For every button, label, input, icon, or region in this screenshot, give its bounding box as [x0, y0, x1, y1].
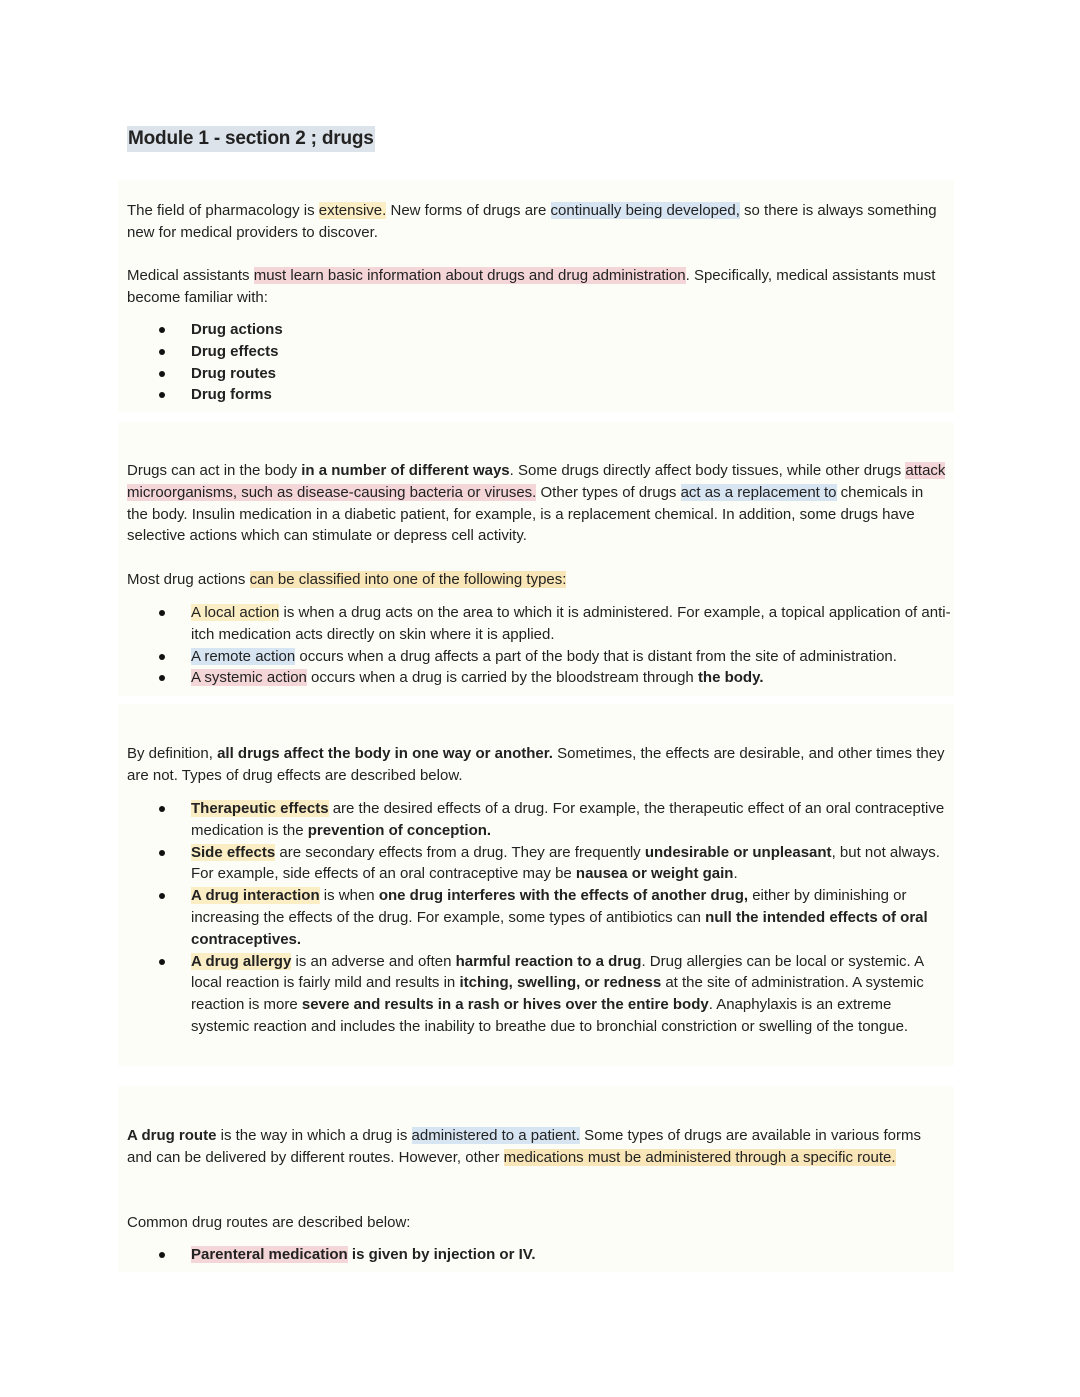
effects-list — [127, 798, 953, 1038]
list-item: A local action is when a drug acts on the area to which it is administered. For example, a topical application of anti-itch medication acts directly on skin where it is applied. — [127, 602, 953, 646]
list-item: A systemic action occurs when a drug is carried by the bloodstream through the body. — [127, 667, 953, 689]
list-item: Drug routes — [127, 363, 953, 385]
effects-paragraph-1: By definition, all drugs affect the body in one way or another. Sometimes, the effects are desirable, and other times they are not. Types of drug effects are described below. — [127, 745, 945, 784]
list-item: Parenteral medication is given by injection or IV. — [127, 1244, 953, 1266]
page-title: Module 1 - section 2 ; drugs — [127, 126, 375, 152]
list-item: Side effects are secondary effects from a drug. They are frequently undesirable or unpleasant, but not always. For example, side effects of an oral contraceptive may be nausea or weight gain. — [127, 842, 953, 886]
routes-list — [127, 1244, 953, 1266]
actions-paragraph-2: Most drug actions can be classified into one of the following types: — [127, 571, 567, 588]
actions-list — [127, 602, 953, 689]
routes-paragraph-2: Common drug routes are described below: — [127, 1214, 411, 1231]
actions-paragraph-1: Drugs can act in the body in a number of different ways. Some drugs directly affect body tissues, while other drugs attack microorganisms, such as disease-causing bacteria or viruses. Other types of drugs act as a replacement to chemicals in the body. Insulin medication in a diabetic patient, for example, is a replacement chemical. In addition, some drugs have selective actions which can stimulate or depress cell activity. — [127, 462, 946, 545]
list-item: Drug forms — [127, 384, 953, 406]
list-item: Drug actions — [127, 319, 953, 341]
list-item: Therapeutic effects are the desired effects of a drug. For example, the therapeutic effect of an oral contraceptive medication is the prevention of conception. — [127, 798, 953, 842]
intro-paragraph-2: Medical assistants must learn basic information about drugs and drug administration. Specifically, medical assistants must become familiar with: — [127, 267, 936, 306]
list-item: A drug interaction is when one drug interferes with the effects of another drug, either by diminishing or increasing the effects of the drug. For example, some types of antibiotics can null the intended effects of oral contraceptives. — [127, 885, 953, 950]
intro-list — [127, 319, 953, 406]
intro-paragraph-1: The field of pharmacology is extensive. New forms of drugs are continually being developed, so there is always something new for medical providers to discover. — [127, 202, 937, 241]
list-item: A drug allergy is an adverse and often harmful reaction to a drug. Drug allergies can be local or systemic. A local reaction is fairly mild and results in itching, swelling, or redness at the site of administration. A systemic reaction is more severe and results in a rash or hives over the entire body. Anaphylaxis is an extreme systemic reaction and includes the inability to breathe due to bronchial constriction or swelling of the tongue. — [127, 951, 953, 1038]
list-item: A remote action occurs when a drug affects a part of the body that is distant from the site of administration. — [127, 646, 953, 668]
routes-paragraph-1: A drug route is the way in which a drug is administered to a patient. Some types of drugs are available in various forms and can be delivered by different routes. However, other medications must be administered through a specific route. — [127, 1127, 921, 1166]
list-item: Drug effects — [127, 341, 953, 363]
